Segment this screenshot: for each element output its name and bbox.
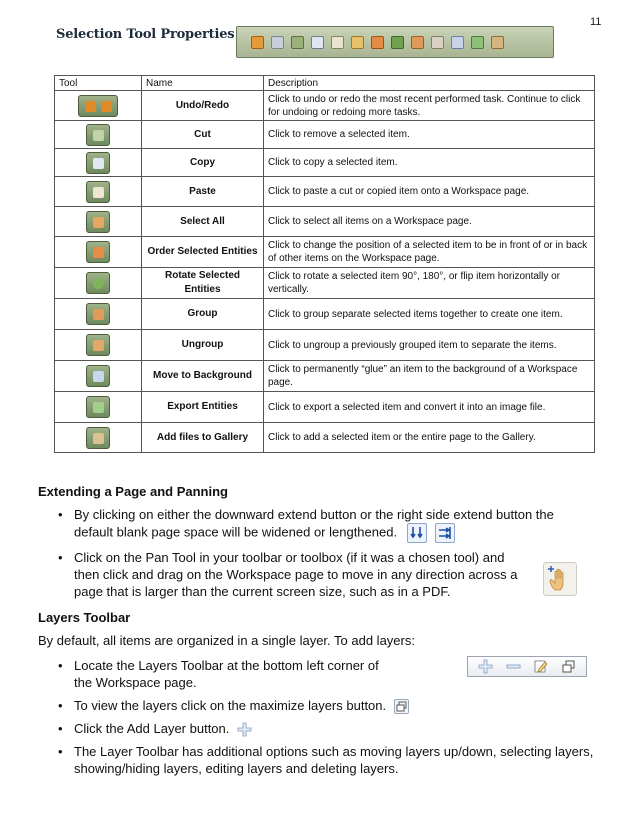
layers-toolbar-image (467, 656, 587, 677)
redo-icon (271, 36, 284, 49)
maximize-layers-icon (394, 699, 409, 714)
pan-bullet-text: Click on the Pan Tool in your toolbar or toolbox (if it was a chosen tool) and then click and drag on the Workspace page to move in any direction across a page that is larger than the current screen size, such as in a PDF. (74, 550, 518, 599)
move-to-background-icon (86, 365, 110, 387)
table-row: Copy Click to copy a selected item. (55, 149, 595, 177)
select-all-icon (86, 211, 110, 233)
add-files-gallery-icon (86, 427, 110, 449)
list-item: • Locate the Layers Toolbar at the bottom left corner of the Workspace page. (38, 657, 598, 691)
table-row: Undo/Redo Click to undo or redo the most recent performed task. Continue to click for undoing or redoing more tasks. (55, 91, 595, 121)
group-icon (86, 303, 110, 325)
layers-intro: By default, all items are organized in a single layer. To add layers: (38, 633, 415, 648)
copy-icon (311, 36, 324, 49)
table-row: Export Entities Click to export a selected item and convert it into an image file. (55, 392, 595, 423)
export-icon (471, 36, 484, 49)
table-row: Cut Click to remove a selected item. (55, 121, 595, 149)
ungroup-icon (431, 36, 444, 49)
selection-tool-table (54, 75, 595, 453)
list-item: • The Layer Toolbar has additional options such as moving layers up/down, selecting layers, showing/hiding layers, editing layers and deleting layers. (38, 743, 598, 777)
move-to-background-icon (451, 36, 464, 49)
header-description: Description (264, 76, 595, 91)
table-row: Select All Click to select all items on a Workspace page. (55, 207, 595, 237)
paste-icon (331, 36, 344, 49)
rotate-icon (391, 36, 404, 49)
extend-buttons (407, 523, 455, 543)
list-item: • Click the Add Layer button. (38, 720, 598, 737)
extend-down-icon (407, 523, 427, 543)
table-row: Rotate Selected Entities Click to rotate a selected item 90°, 180°, or flip item horizontally or vertically. (55, 268, 595, 299)
add-to-gallery-icon (491, 36, 504, 49)
ungroup-icon (86, 334, 110, 356)
paste-icon (86, 181, 110, 203)
add-layer-icon (478, 659, 493, 674)
page-number: 11 (590, 16, 602, 28)
cut-icon (291, 36, 304, 49)
list-item (38, 506, 598, 543)
table-row: Ungroup Click to ungroup a previously grouped item to separate the items. (55, 330, 595, 361)
copy-icon (86, 152, 110, 174)
header-name: Name (142, 76, 264, 91)
list-item (38, 549, 598, 600)
list-item: • To view the layers click on the maximize layers button. (38, 697, 598, 714)
table-row: Add files to Gallery Click to add a selected item or the entire page to the Gallery. (55, 423, 595, 453)
delete-layer-icon (506, 659, 521, 674)
extend-bullet-text: By clicking on either the downward extend button or the right side extend button the default blank page space will be widened or lengthened. (74, 507, 554, 540)
order-icon (371, 36, 384, 49)
extending-heading: Extending a Page and Panning (38, 484, 228, 499)
undo-redo-icon (78, 95, 118, 117)
selection-toolbar (236, 26, 554, 58)
rotate-selected-icon (86, 272, 110, 294)
banner-title: Selection Tool Properties (56, 27, 235, 42)
table-row: Move to Background Click to permanently “glue” an item to the background of a Workspace page. (55, 361, 595, 392)
select-all-icon (351, 36, 364, 49)
table-row: Order Selected Entities Click to change the position of a selected item to be in front of or in back of other items on the Workspace page. (55, 237, 595, 268)
table-row: Group Click to group separate selected items together to create one item. (55, 299, 595, 330)
table-row: Paste Click to paste a cut or copied item onto a Workspace page. (55, 177, 595, 207)
export-entities-icon (86, 396, 110, 418)
maximize-layers-icon (561, 659, 576, 674)
pan-hand-icon (543, 562, 577, 596)
extending-list (38, 506, 598, 600)
group-icon (411, 36, 424, 49)
undo-icon (251, 36, 264, 49)
edit-layer-icon (533, 659, 548, 674)
add-layer-icon (237, 722, 252, 737)
table-header-row (55, 76, 595, 91)
cut-icon (86, 124, 110, 146)
order-selected-icon (86, 241, 110, 263)
header-tool: Tool (55, 76, 142, 91)
layers-heading: Layers Toolbar (38, 610, 131, 625)
extend-right-icon (435, 523, 455, 543)
